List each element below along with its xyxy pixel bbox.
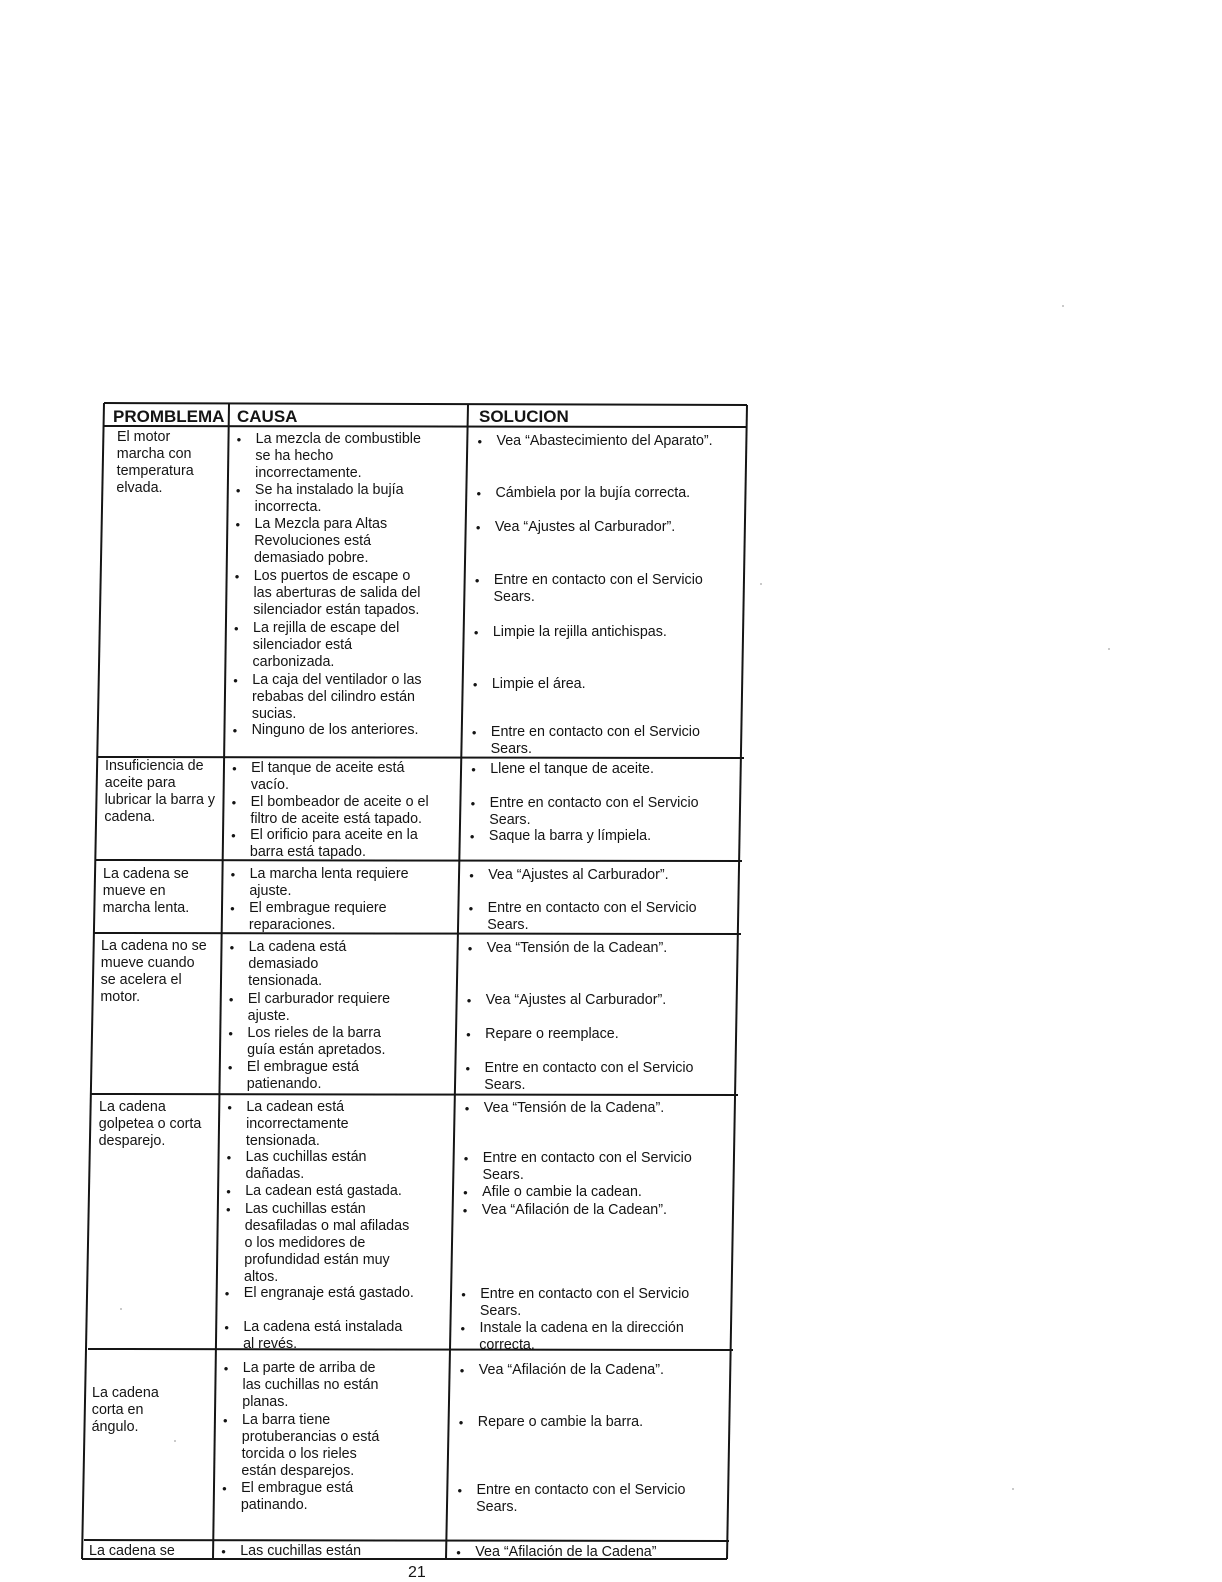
cause-line: demasiado pobre. — [253, 550, 369, 566]
scan-speck — [1062, 305, 1064, 307]
problem-line: La cadena se — [103, 866, 189, 882]
cause-line: La barra tiene — [242, 1412, 331, 1428]
solution-line: Vea “Tensión de la Cadean”. — [486, 940, 668, 956]
problem-line: aceite para — [104, 775, 176, 791]
problem-line: temperatura — [116, 463, 194, 479]
scan-speck — [1108, 648, 1110, 650]
cause-line: La Mezcla para Altas — [254, 516, 388, 532]
solution-line: Sears. — [487, 917, 529, 933]
problem-line: La cadena no se — [101, 938, 207, 954]
solution-line: Entre en contacto con el Servicio — [476, 1482, 686, 1498]
header-problem: PROMBLEMA — [113, 407, 225, 426]
cause-line: Las cuchillas están — [240, 1543, 362, 1558]
solution-line: correcta. — [479, 1337, 535, 1353]
solution-line: Vea “Abastecimiento del Aparato”. — [496, 433, 713, 449]
bullet-icon: • — [227, 1060, 233, 1075]
solution-line: Entre en contacto con el Servicio — [493, 572, 703, 588]
cause-line: ajuste. — [249, 883, 292, 899]
bullet-icon: • — [477, 434, 483, 449]
problem-line: elvada. — [116, 480, 163, 496]
header-cause: CAUSA — [237, 407, 298, 426]
cause-line: sucias. — [251, 706, 297, 722]
bullet-icon: • — [468, 901, 474, 916]
cause-line: o los medidores de — [244, 1235, 366, 1251]
bullet-icon: • — [476, 486, 482, 501]
cause-line: silenciador está — [252, 637, 353, 653]
bullet-icon: • — [470, 796, 476, 811]
solution-line: Vea “Ajustes al Carburador”. — [488, 867, 669, 883]
bullet-icon: • — [462, 1203, 468, 1218]
bullet-icon: • — [456, 1545, 461, 1560]
cause-line: las aberturas de salida del — [253, 585, 421, 601]
cause-line: silenciador están tapados. — [253, 602, 420, 618]
bullet-icon: • — [234, 621, 239, 636]
cause-line: rebabas del cilindro están — [252, 689, 415, 705]
cause-line: al revés. — [243, 1336, 298, 1352]
cause-line: La cadean está — [246, 1099, 345, 1115]
scan-speck — [1012, 1488, 1014, 1490]
bullet-icon: • — [469, 868, 474, 883]
bullet-icon: • — [235, 483, 241, 498]
cause-line: dañadas. — [245, 1166, 305, 1182]
cause-line: tensionada. — [245, 1133, 320, 1149]
cause-line: El embrague está — [241, 1480, 354, 1496]
problem-line: La cadena se — [89, 1543, 175, 1559]
cause-line: filtro de aceite está tapado. — [250, 811, 423, 827]
cause-line: La marcha lenta requiere — [249, 866, 409, 882]
bullet-icon: • — [226, 1184, 231, 1199]
bullet-icon: • — [457, 1483, 463, 1498]
cause-line: Se ha instalado la bujía — [254, 482, 404, 498]
bullet-icon: • — [234, 569, 240, 584]
cause-line: Las cuchillas están — [245, 1149, 367, 1165]
bullet-icon: • — [475, 520, 481, 535]
cause-line: El carburador requiere — [247, 991, 391, 1007]
solution-line: Entre en contacto con el Servicio — [482, 1150, 692, 1166]
bullet-icon: • — [463, 1185, 468, 1200]
problem-line: ángulo. — [91, 1419, 139, 1435]
cause-line: altos. — [244, 1269, 279, 1285]
solution-line: Entre en contacto con el Servicio — [489, 795, 699, 811]
cause-line: guía están apretados. — [247, 1042, 386, 1058]
bullet-icon: • — [467, 941, 473, 956]
cause-line: incorrectamente. — [255, 465, 362, 481]
cause-line: profundidad están muy — [244, 1252, 390, 1268]
solution-line: Sears. — [476, 1499, 518, 1515]
problem-line: mueve en — [102, 883, 166, 899]
page-number: 21 — [408, 1564, 426, 1581]
problem-line: golpetea o corta — [98, 1116, 202, 1132]
bullet-icon: • — [226, 1150, 232, 1165]
solution-line: Sears. — [493, 589, 535, 605]
cause-line: El engranaje está gastado. — [243, 1285, 414, 1301]
solution-line: Vea “Ajustes al Carburador”. — [494, 519, 676, 535]
cause-line: Las cuchillas están — [244, 1201, 366, 1217]
problem-line: La cadena — [99, 1099, 166, 1115]
bullet-icon: • — [465, 1061, 471, 1076]
cause-line: patinando. — [240, 1497, 308, 1513]
bullet-icon: • — [458, 1415, 464, 1430]
bullet-icon: • — [473, 625, 479, 640]
bullet-icon: • — [230, 867, 236, 882]
problem-line: cadena. — [104, 809, 156, 825]
bullet-icon: • — [466, 993, 472, 1008]
solution-line: Sears. — [482, 1167, 524, 1183]
bullet-icon: • — [223, 1361, 229, 1376]
cause-line: las cuchillas no están — [242, 1377, 379, 1393]
bullet-icon: • — [235, 517, 240, 532]
solution-line: Vea “Afilación de la Cadena” — [475, 1544, 657, 1559]
bullet-icon: • — [222, 1481, 227, 1496]
solution-line: Repare o cambie la barra. — [477, 1414, 644, 1430]
cause-line: El embrague está — [246, 1059, 359, 1075]
cause-line: La cadean está gastada. — [245, 1183, 402, 1199]
bullet-icon: • — [471, 762, 476, 777]
bullet-icon: • — [224, 1320, 229, 1335]
bullet-icon: • — [472, 677, 478, 692]
scan-speck — [760, 583, 762, 585]
cause-line: se ha hecho — [255, 448, 334, 464]
solution-line: Entre en contacto con el Servicio — [480, 1286, 690, 1302]
cause-line: reparaciones. — [248, 917, 336, 933]
cause-line: están desparejos. — [241, 1463, 355, 1479]
solution-line: Llene el tanque de aceite. — [490, 761, 654, 777]
cause-line: La parte de arriba de — [242, 1360, 376, 1376]
cause-line: El tanque de aceite está — [251, 760, 405, 776]
cause-line: ajuste. — [247, 1008, 290, 1024]
problem-line: La cadena — [92, 1385, 159, 1401]
cause-line: incorrectamente — [246, 1116, 349, 1132]
bullet-icon: • — [224, 1286, 230, 1301]
solution-line: Sears. — [484, 1077, 526, 1093]
solution-line: Entre en contacto con el Servicio — [484, 1060, 694, 1076]
bullet-icon: • — [464, 1101, 470, 1116]
problem-line: desparejo. — [98, 1133, 166, 1149]
solution-line: Saque la barra y límpiela. — [488, 828, 652, 844]
bullet-icon: • — [461, 1287, 466, 1302]
bullet-icon: • — [469, 829, 475, 844]
header-solution: SOLUCION — [479, 407, 569, 426]
cause-line: El bombeador de aceite o el — [250, 794, 429, 810]
problem-line: lubricar la barra y — [104, 792, 216, 808]
cause-line: Los rieles de la barra — [247, 1025, 381, 1041]
cause-line: torcida o los rieles — [241, 1446, 357, 1462]
solution-line: Limpie el área. — [491, 676, 586, 692]
bullet-icon: • — [228, 1026, 233, 1041]
scan-speck — [174, 1440, 176, 1442]
bullet-icon: • — [474, 573, 480, 588]
problem-line: marcha con — [116, 446, 192, 462]
cause-line: patienando. — [246, 1076, 322, 1092]
bullet-icon: • — [460, 1321, 466, 1336]
solution-line: Afile o cambie la cadean. — [482, 1184, 642, 1200]
cause-line: El orificio para aceite en la — [250, 827, 418, 843]
solution-line: Sears. — [490, 741, 532, 757]
solution-line: Limpie la rejilla antichispas. — [492, 624, 667, 640]
solution-line: Cámbiela por la bujía correcta. — [495, 485, 691, 501]
solution-line: Instale la cadena en la dirección — [479, 1320, 684, 1336]
cause-line: demasiado — [248, 956, 319, 972]
bullet-icon: • — [221, 1544, 226, 1559]
bullet-icon: • — [231, 828, 236, 843]
cause-line: barra está tapado. — [249, 844, 366, 860]
problem-line: Insuficiencia de — [105, 758, 204, 774]
bullet-icon: • — [231, 795, 237, 810]
cause-line: planas. — [242, 1394, 289, 1410]
solution-line: Entre en contacto con el Servicio — [490, 724, 700, 740]
bullet-icon: • — [232, 723, 238, 738]
bullet-icon: • — [236, 432, 242, 447]
solution-line: Vea “Afilación de la Cadean”. — [481, 1202, 667, 1218]
bullet-icon: • — [463, 1151, 469, 1166]
cause-line: Ninguno de los anteriores. — [251, 722, 419, 738]
cause-line: Revoluciones está — [254, 533, 372, 549]
solution-line: Vea “Afilación de la Cadena”. — [478, 1362, 664, 1378]
bullet-icon: • — [223, 1413, 228, 1428]
solution-line: Entre en contacto con el Servicio — [487, 900, 697, 916]
problem-line: motor. — [100, 989, 141, 1005]
solution-line: Vea “Ajustes al Carburador”. — [485, 992, 667, 1008]
bullet-icon: • — [232, 761, 237, 776]
bullet-icon: • — [233, 673, 238, 688]
cause-line: La cadena está instalada — [243, 1319, 403, 1335]
problem-line: El motor — [117, 429, 171, 445]
scan-speck — [120, 1308, 122, 1310]
cause-line: incorrecta. — [254, 499, 322, 515]
bullet-icon: • — [471, 725, 477, 740]
cause-line: vacío. — [250, 777, 289, 793]
problem-line: corta en — [91, 1402, 144, 1418]
bullet-icon: • — [230, 901, 235, 916]
cause-line: tensionada. — [248, 973, 323, 989]
cause-line: La rejilla de escape del — [253, 620, 400, 636]
solution-line: Repare o reemplace. — [485, 1026, 619, 1042]
cause-line: La cadena está — [248, 939, 347, 955]
cause-line: La caja del ventilador o las — [252, 672, 422, 688]
bullet-icon: • — [228, 992, 234, 1007]
bullet-icon: • — [225, 1202, 231, 1217]
cause-line: El embrague requiere — [249, 900, 387, 916]
problem-line: mueve cuando — [100, 955, 195, 971]
cause-line: carbonizada. — [252, 654, 335, 670]
solution-line: Sears. — [479, 1303, 522, 1319]
bullet-icon: • — [466, 1027, 471, 1042]
cause-line: Los puertos de escape o — [253, 568, 411, 584]
problem-line: marcha lenta. — [102, 900, 190, 916]
cause-line: desafiladas o mal afiladas — [244, 1218, 410, 1234]
bullet-icon: • — [229, 940, 235, 955]
solution-line: Vea “Tensión de la Cadena”. — [483, 1100, 665, 1116]
solution-line: Sears. — [489, 812, 531, 828]
problem-line: se acelera el — [100, 972, 182, 988]
bullet-icon: • — [459, 1363, 465, 1378]
cause-line: protuberancias o está — [241, 1429, 380, 1445]
cause-line: La mezcla de combustible — [255, 431, 421, 447]
bullet-icon: • — [227, 1100, 232, 1115]
